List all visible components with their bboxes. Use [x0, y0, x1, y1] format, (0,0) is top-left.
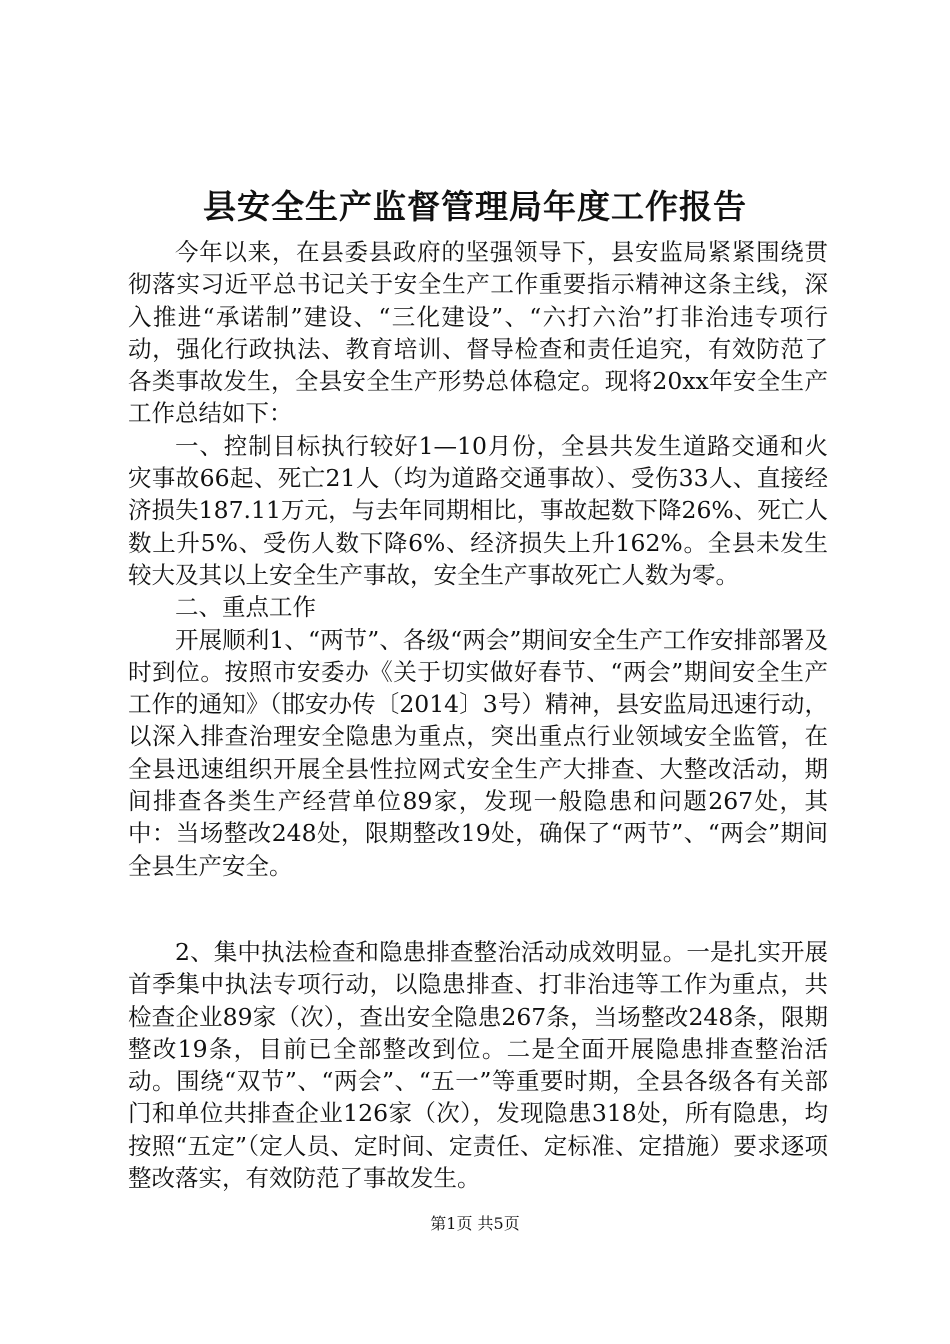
document-body: [128, 236, 828, 882]
section-one-paragraph: 一、控制目标执行较好1—10月份，全县共发生道路交通和火灾事故66起、死亡21人（均为道路交通事故）、受伤33人、直接经济损失187.11万元，与去年同期相比，事故起数下降26%、死亡人数上升5%、受伤人数下降6%、经济损失上升162%。全县未发生较大及其以上安全生产事故，安全生产事故死亡人数为零。: [128, 431, 828, 589]
intro-paragraph: 今年以来，在县委县政府的坚强领导下，县安监局紧紧围绕贯彻落实习近平总书记关于安全生产工作重要指示精神这条主线，深入推进“承诺制”建设、“三化建设”、“六打六治”打非治违专项行动，强化行政执法、教育培训、督导检查和责任追究，有效防范了各类事故发生，全县安全生产形势总体稳定。现将20xx年安全生产工作总结如下：: [128, 238, 828, 428]
section-two-heading: 二、重点工作: [175, 593, 316, 622]
key-work-item-2-paragraph: 2、集中执法检查和隐患排查整治活动成效明显。一是扎实开展首季集中执法专项行动，以隐患排查、打非治违等工作为重点，共检查企业89家（次），查出安全隐患267条，当场整改248条，限期整改19条，目前已全部整改到位。二是全面开展隐患排查整治活动。围绕“双节”、“两会”、“五一”等重要时期，全县各级各有关部门和单位共排查企业126家（次），发现隐患318处，所有隐患，均按照“五定”（定人员、定时间、定责任、定标准、定措施）要求逐项整改落实，有效防范了事故发生。: [128, 938, 828, 1193]
document-body-continued: [128, 936, 828, 1194]
page-footer: 第1页 共5页: [430, 1214, 520, 1233]
key-work-item-1-paragraph: 开展顺利1、“两节”、各级“两会”期间安全生产工作安排部署及时到位。按照市安委办《关于切实做好春节、“两会”期间安全生产工作的通知》（邯安办传〔2014〕3号）精神，县安监局迅速行动，以深入排查治理安全隐患为重点，突出重点行业领域安全监管，在全县迅速组织开展全县性拉网式安全生产大排查、大整改活动，期间排查各类生产经营单位89家，发现一般隐患和问题267处，其中：当场整改248处，限期整改19处，确保了“两节”、“两会”期间全县生产安全。: [128, 625, 828, 880]
document-title: 县安全生产监督管理局年度工作报告: [203, 187, 747, 226]
